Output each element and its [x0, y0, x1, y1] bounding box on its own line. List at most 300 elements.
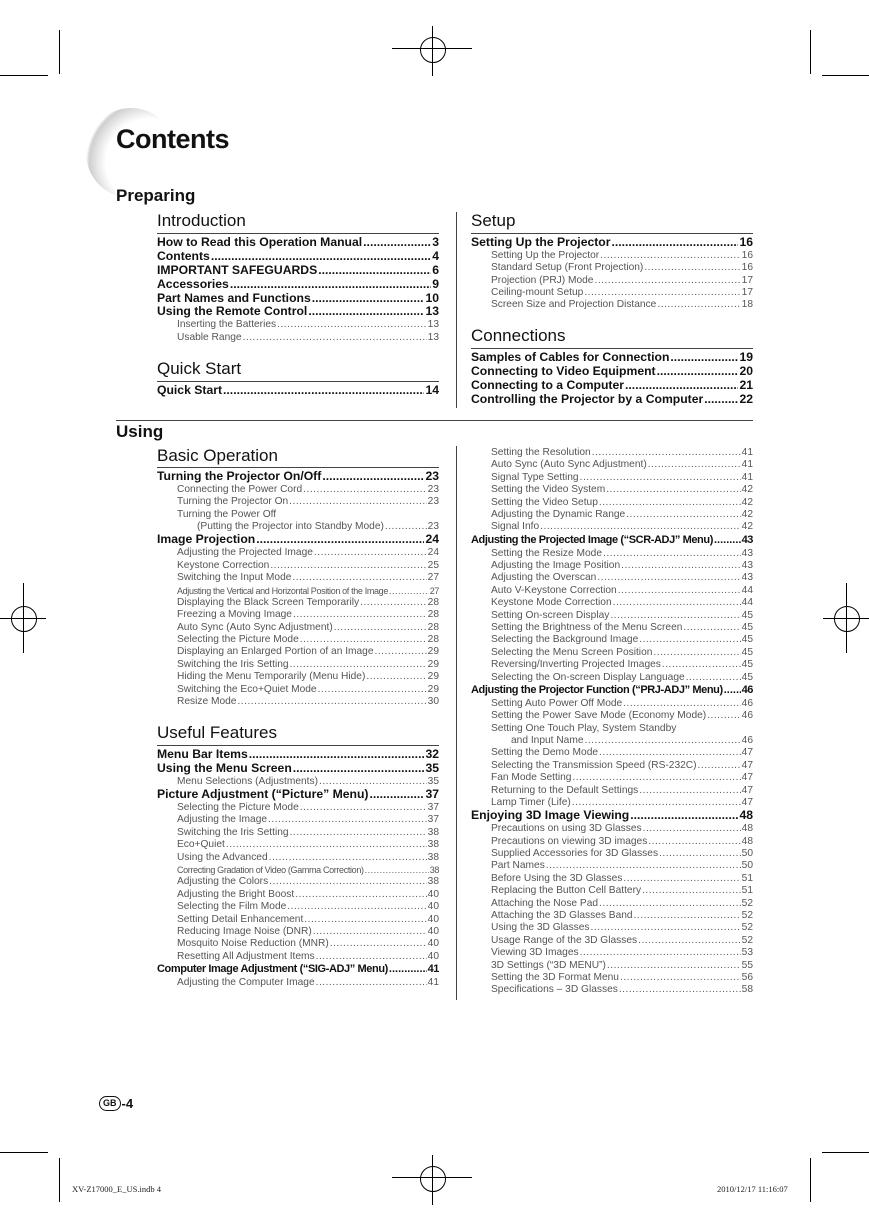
toc-entry[interactable]	[157, 250, 439, 264]
toc-entry[interactable]	[471, 760, 753, 772]
toc-entry-title: Eco+Quiet	[177, 839, 225, 851]
toc-entry-page: 3	[432, 236, 439, 249]
toc-entry[interactable]	[157, 484, 439, 496]
toc-entry-page: 27	[429, 585, 439, 596]
toc-dot-leader	[662, 659, 741, 671]
toc-entry-page: 35	[427, 775, 439, 787]
toc-entry[interactable]	[471, 672, 753, 684]
toc-entry-title: Connecting to a Computer	[471, 378, 625, 392]
toc-entry[interactable]	[471, 250, 753, 262]
toc-entry-page: 47	[741, 772, 753, 784]
toc-entry-page: 17	[741, 274, 753, 286]
toc-entry-title: Standard Setup (Front Projection)	[491, 262, 644, 274]
toc-entry-page: 50	[741, 848, 753, 859]
toc-entry-title: Usable Range	[177, 331, 242, 343]
toc-dot-leader	[584, 287, 740, 299]
toc-entry-title: Setting On-screen Display	[491, 609, 610, 621]
toc-entry-title: Turning the Projector On	[177, 496, 289, 508]
toc-entry[interactable]	[157, 332, 439, 344]
toc-entry[interactable]	[471, 484, 753, 496]
toc-entry[interactable]	[157, 684, 439, 696]
toc-entry[interactable]	[471, 836, 753, 848]
toc-entry-title: Adjusting the Computer Image	[177, 977, 315, 989]
toc-dot-leader	[714, 534, 741, 548]
toc-entry-title: Setting the Video Setup	[491, 496, 598, 508]
toc-entry-page: 47	[741, 784, 753, 796]
toc-entry-page: 37	[427, 802, 439, 814]
page-title: Contents	[116, 124, 229, 154]
toc-entry-page: 45	[741, 659, 753, 671]
toc-entry[interactable]	[471, 910, 753, 922]
toc-entry[interactable]	[157, 609, 439, 621]
toc-entry-page: 45	[741, 621, 753, 633]
toc-entry[interactable]	[471, 572, 753, 584]
toc-entry-page: 58	[741, 984, 753, 996]
region-badge: GB	[99, 1096, 121, 1111]
toc-useful-features	[157, 748, 439, 989]
toc-entry[interactable]	[157, 278, 439, 292]
toc-entry[interactable]	[471, 684, 753, 698]
toc-entry-title: Selecting the Film Mode	[177, 901, 287, 913]
toc-entry[interactable]	[157, 572, 439, 584]
toc-entry-page: 41	[741, 471, 753, 483]
toc-entry-page: 6	[432, 263, 439, 277]
toc-basic-operation	[157, 470, 439, 708]
toc-entry-page: 50	[741, 860, 753, 872]
toc-entry[interactable]	[157, 963, 439, 977]
toc-entry-title: Picture Adjustment (“Picture” Menu)	[157, 788, 369, 802]
toc-entry[interactable]	[157, 560, 439, 572]
toc-entry-page: 55	[741, 959, 753, 971]
toc-entry-page: 13	[425, 305, 439, 319]
toc-entry[interactable]	[157, 951, 439, 963]
toc-entry-page: 13	[427, 331, 439, 343]
toc-entry[interactable]	[157, 521, 439, 533]
toc-entry-page: 38	[427, 851, 439, 863]
toc-dot-leader	[319, 776, 427, 788]
toc-entry-title: Using the 3D Glasses	[491, 922, 590, 934]
toc-dot-leader	[686, 672, 741, 684]
toc-dot-leader	[290, 659, 427, 671]
toc-entry-title: Switching the Input Mode	[177, 572, 292, 584]
toc-entry-page: 30	[427, 696, 439, 708]
toc-entry-page: 32	[425, 748, 439, 761]
toc-entry-title: Setting the Power Save Mode (Economy Mode)	[491, 710, 707, 722]
toc-entry-page: 46	[741, 710, 753, 722]
toc-entry[interactable]	[471, 634, 753, 646]
toc-entry-page: 24	[427, 547, 439, 559]
toc-entry-title: Setting the 3D Format Menu	[491, 971, 619, 983]
toc-dot-leader	[599, 747, 741, 759]
toc-entry[interactable]	[157, 748, 439, 762]
toc-entry-page: 42	[741, 484, 753, 496]
toc-entry-page: 45	[741, 634, 753, 646]
toc-dot-leader	[610, 610, 740, 622]
toc-entry[interactable]	[471, 299, 753, 311]
toc-entry-title: Auto V-Keystone Correction	[491, 584, 617, 596]
toc-dot-leader	[600, 250, 740, 262]
toc-entry[interactable]	[471, 785, 753, 797]
chapter-setup: Setup	[471, 211, 516, 230]
toc-entry[interactable]	[471, 610, 753, 622]
toc-entry[interactable]	[157, 319, 439, 331]
toc-entry-title: Samples of Cables for Connection	[471, 351, 670, 364]
toc-entry-page: 38	[427, 826, 439, 838]
toc-entry[interactable]	[471, 797, 753, 809]
toc-dot-leader	[623, 873, 740, 885]
toc-entry-page: 35	[425, 761, 439, 775]
toc-entry-page: 16	[741, 249, 753, 261]
toc-entry[interactable]	[157, 533, 439, 547]
toc-entry[interactable]	[157, 802, 439, 814]
toc-entry[interactable]	[471, 647, 753, 659]
toc-introduction	[157, 236, 439, 344]
toc-entry[interactable]	[157, 876, 439, 888]
toc-entry-title: Connecting the Power Cord	[177, 483, 303, 495]
toc-entry-page: 41	[427, 963, 439, 976]
part-heading-preparing: Preparing	[116, 186, 196, 205]
toc-dot-leader	[639, 634, 740, 646]
toc-dot-leader	[237, 696, 426, 708]
toc-dot-leader	[630, 809, 738, 823]
toc-entry[interactable]	[157, 622, 439, 634]
toc-dot-leader	[269, 852, 427, 864]
toc-entry-page: 27	[427, 572, 439, 584]
toc-entry-title: Part Names	[491, 860, 545, 872]
toc-dot-leader	[256, 533, 424, 547]
toc-entry[interactable]	[471, 287, 753, 299]
toc-entry-page: 46	[741, 697, 753, 709]
toc-entry-title: Quick Start	[157, 384, 223, 397]
toc-entry[interactable]	[157, 839, 439, 851]
toc-entry[interactable]	[157, 814, 439, 826]
toc-entry-title: Selecting the Picture Mode	[177, 802, 299, 814]
toc-entry[interactable]	[471, 809, 753, 823]
toc-entry-title: Selecting the Menu Screen Position	[491, 646, 653, 658]
toc-entry[interactable]	[471, 885, 753, 897]
toc-entry[interactable]	[471, 823, 753, 835]
toc-dot-leader	[592, 447, 741, 459]
toc-dot-leader	[318, 264, 431, 278]
toc-entry-title: Setting the Resize Mode	[491, 547, 602, 559]
toc-entry-title: Adjusting the Projector Function (“PRJ-ADJ” Menu)	[471, 683, 723, 696]
toc-dot-leader	[304, 914, 426, 926]
toc-entry-page: 52	[741, 909, 753, 921]
toc-entry[interactable]	[471, 873, 753, 885]
toc-entry-title: Hiding the Menu Temporarily (Menu Hide)	[177, 671, 366, 683]
footer-file: XV-Z17000_E_US.indb 4	[72, 1184, 161, 1194]
toc-entry[interactable]	[471, 698, 753, 710]
toc-entry-page: 24	[425, 533, 439, 547]
toc-dot-leader	[613, 597, 741, 609]
toc-entry[interactable]	[471, 622, 753, 634]
toc-entry-page: 28	[427, 634, 439, 646]
toc-entry-page: 28	[427, 621, 439, 633]
chapter-quick-start: Quick Start	[157, 359, 242, 378]
toc-dot-leader	[599, 898, 741, 910]
toc-entry[interactable]	[157, 864, 439, 876]
toc-dot-leader	[657, 365, 739, 379]
toc-dot-leader	[597, 572, 740, 584]
toc-dot-leader	[606, 484, 740, 496]
toc-dot-leader	[211, 250, 431, 264]
toc-entry-title: Switching the Iris Setting	[177, 658, 289, 670]
toc-entry[interactable]	[471, 560, 753, 572]
toc-entry[interactable]	[157, 236, 439, 250]
toc-entry-title: Accessories	[157, 277, 229, 291]
toc-dot-leader	[330, 938, 427, 950]
toc-entry[interactable]	[471, 548, 753, 560]
toc-entry[interactable]	[157, 827, 439, 839]
toc-setup	[471, 236, 753, 312]
toc-entry[interactable]	[471, 447, 753, 459]
toc-dot-leader	[363, 236, 431, 250]
toc-entry[interactable]	[471, 262, 753, 274]
toc-entry[interactable]	[471, 534, 753, 548]
toc-dot-leader	[599, 497, 741, 509]
toc-entry-title: IMPORTANT SAFEGUARDS	[157, 263, 318, 277]
page-number-value: -4	[121, 1096, 134, 1111]
toc-dot-leader	[289, 496, 426, 508]
toc-entry-page: 43	[741, 572, 753, 584]
toc-entry[interactable]	[471, 351, 753, 365]
toc-entry[interactable]	[157, 547, 439, 559]
toc-entry-title: and Input Name	[511, 734, 584, 746]
toc-entry-title: Contents	[157, 249, 210, 263]
toc-entry-page: 42	[741, 496, 753, 508]
toc-dot-leader	[389, 585, 429, 597]
toc-entry[interactable]	[471, 947, 753, 959]
toc-dot-leader	[634, 910, 741, 922]
toc-entry-page: 23	[427, 521, 439, 533]
toc-entry-title: Signal Info	[491, 521, 540, 533]
toc-dot-leader	[724, 684, 741, 698]
toc-entry-title: Signal Type Setting	[491, 471, 579, 483]
toc-dot-leader	[580, 947, 741, 959]
toc-entry[interactable]	[157, 585, 439, 597]
toc-entry-title: Controlling the Projector by a Computer	[471, 392, 704, 406]
toc-entry-title: Supplied Accessories for 3D Glasses	[491, 848, 659, 859]
chapter-basic-operation: Basic Operation	[157, 446, 278, 465]
toc-entry[interactable]	[157, 696, 439, 708]
toc-entry-page: 40	[427, 913, 439, 925]
toc-entry[interactable]	[471, 393, 753, 407]
toc-dot-leader	[670, 351, 738, 365]
toc-entry-page: 42	[741, 508, 753, 520]
toc-dot-leader	[607, 960, 741, 972]
toc-entry[interactable]	[157, 977, 439, 989]
toc-dot-leader	[292, 572, 426, 584]
toc-entry[interactable]	[157, 901, 439, 913]
toc-entry[interactable]	[471, 960, 753, 972]
toc-dot-leader	[623, 698, 740, 710]
toc-entry-page: 52	[741, 897, 753, 909]
toc-entry-title: Turning the Projector On/Off	[157, 470, 322, 483]
toc-entry[interactable]	[471, 459, 753, 471]
toc-dot-leader	[360, 597, 427, 609]
toc-dot-leader	[226, 839, 427, 851]
toc-dot-leader	[638, 935, 741, 947]
toc-entry[interactable]	[471, 379, 753, 393]
toc-entry[interactable]	[471, 497, 753, 509]
toc-dot-leader	[303, 484, 427, 496]
toc-entry-title: Setting One Touch Play, System Standby	[491, 722, 677, 734]
toc-dot-leader	[621, 560, 741, 572]
toc-entry-title: Adjusting the Bright Boost	[177, 888, 295, 900]
toc-entry[interactable]	[157, 496, 439, 508]
toc-dot-leader	[683, 622, 740, 634]
toc-entry[interactable]	[471, 521, 753, 533]
toc-entry[interactable]	[471, 585, 753, 597]
toc-entry[interactable]	[157, 889, 439, 901]
toc-entry-page: 4	[432, 249, 439, 263]
toc-entry[interactable]	[157, 264, 439, 278]
toc-entry[interactable]	[471, 659, 753, 671]
toc-entry[interactable]	[471, 922, 753, 934]
toc-entry[interactable]	[471, 472, 753, 484]
toc-entry-page: 28	[427, 609, 439, 621]
toc-entry-title: Reducing Image Noise (DNR)	[177, 925, 312, 937]
toc-entry-page: 29	[427, 646, 439, 658]
toc-dot-leader	[313, 926, 427, 938]
toc-entry-title: Part Names and Functions	[157, 291, 311, 305]
toc-entry-page: 48	[741, 835, 753, 847]
toc-dot-leader	[540, 521, 741, 533]
toc-dot-leader	[293, 762, 425, 776]
toc-entry[interactable]	[471, 984, 753, 996]
toc-entry-page: 47	[741, 759, 753, 771]
toc-entry[interactable]	[157, 597, 439, 609]
toc-entry-page: 42	[741, 521, 753, 533]
toc-entry[interactable]	[157, 646, 439, 658]
toc-dot-leader	[585, 735, 741, 747]
toc-entry[interactable]	[157, 470, 439, 484]
toc-entry-page: 18	[741, 299, 753, 311]
toc-entry-title: Switching the Iris Setting	[177, 826, 289, 838]
toc-dot-leader	[269, 876, 426, 888]
toc-entry-title: Inserting the Batteries	[177, 319, 277, 331]
toc-entry[interactable]	[157, 634, 439, 646]
toc-entry[interactable]	[157, 776, 439, 788]
toc-entry[interactable]	[471, 597, 753, 609]
toc-entry-title: Setting Auto Power Off Mode	[491, 697, 623, 709]
toc-entry-page: 47	[741, 796, 753, 808]
toc-entry-title: Adjusting the Overscan	[491, 572, 597, 584]
toc-entry[interactable]	[471, 848, 753, 860]
toc-entry[interactable]	[471, 509, 753, 521]
toc-entry-title: Precautions on using 3D Glasses	[491, 823, 642, 835]
toc-entry[interactable]	[157, 292, 439, 306]
part-heading-using: Using	[116, 422, 164, 441]
toc-dot-leader	[277, 319, 427, 331]
toc-entry[interactable]	[471, 275, 753, 287]
toc-entry-page: 45	[741, 671, 753, 683]
toc-entry-title: Selecting the Transmission Speed (RS-232C)	[491, 759, 697, 771]
toc-entry-title: 3D Settings (“3D MENU”)	[491, 959, 606, 971]
toc-entry-page: 43	[741, 533, 753, 546]
toc-entry[interactable]	[471, 365, 753, 379]
toc-entry[interactable]	[157, 384, 439, 398]
toc-entry-title: Setting Up the Projector	[491, 249, 600, 261]
toc-quick-start	[157, 384, 439, 398]
toc-dot-leader	[318, 684, 427, 696]
toc-entry[interactable]	[157, 305, 439, 319]
toc-entry-title: Turning the Power Off	[177, 508, 277, 520]
toc-dot-leader	[334, 622, 427, 634]
toc-entry[interactable]	[471, 898, 753, 910]
toc-entry-page: 44	[741, 584, 753, 596]
toc-entry-page: 29	[427, 683, 439, 695]
toc-entry[interactable]	[157, 926, 439, 938]
toc-entry-page: 29	[427, 658, 439, 670]
toc-entry[interactable]	[471, 723, 753, 735]
page-number	[99, 1096, 133, 1111]
toc-entry-title: Adjusting the Image Position	[491, 560, 621, 572]
toc-entry-page: 16	[741, 262, 753, 274]
chapter-introduction: Introduction	[157, 211, 246, 230]
toc-dot-leader	[370, 788, 425, 802]
toc-dot-leader	[591, 922, 741, 934]
toc-entry-title: Selecting the On-screen Display Language	[491, 671, 685, 683]
toc-entry-title: Selecting the Background Image	[491, 634, 639, 646]
toc-entry-page: 47	[741, 747, 753, 759]
toc-entry[interactable]	[157, 659, 439, 671]
toc-entry-title: Specifications – 3D Glasses	[491, 984, 618, 996]
toc-entry-title: Resize Mode	[177, 696, 237, 708]
toc-entry-title: Computer Image Adjustment (“SIG-ADJ” Menu)	[157, 963, 388, 976]
toc-dot-leader	[657, 299, 740, 311]
toc-entry[interactable]	[157, 788, 439, 802]
toc-entry-page: 48	[741, 823, 753, 835]
toc-entry[interactable]	[157, 938, 439, 950]
toc-entry[interactable]	[157, 762, 439, 776]
toc-entry-page: 9	[432, 277, 439, 291]
toc-entry-page: 17	[741, 287, 753, 299]
toc-entry-title: Screen Size and Projection Distance	[491, 299, 657, 311]
toc-dot-leader	[546, 860, 741, 872]
toc-continued	[471, 447, 753, 997]
toc-dot-leader	[270, 560, 426, 572]
toc-entry[interactable]	[471, 860, 753, 872]
toc-dot-leader	[594, 275, 740, 287]
toc-dot-leader	[648, 459, 741, 471]
toc-entry-title: Fan Mode Setting	[491, 772, 572, 784]
toc-entry-title: Selecting the Picture Mode	[177, 634, 299, 646]
toc-entry[interactable]	[471, 710, 753, 722]
toc-entry[interactable]	[157, 852, 439, 864]
toc-entry-page: 29	[427, 671, 439, 683]
toc-dot-leader	[375, 646, 427, 658]
toc-entry[interactable]	[471, 972, 753, 984]
toc-entry[interactable]	[471, 236, 753, 250]
toc-dot-leader	[385, 521, 427, 533]
toc-entry[interactable]	[157, 671, 439, 683]
toc-dot-leader	[300, 634, 427, 646]
toc-dot-leader	[290, 827, 427, 839]
toc-entry[interactable]	[471, 747, 753, 759]
toc-entry-title: Attaching the Nose Pad	[491, 897, 599, 909]
toc-entry[interactable]	[471, 935, 753, 947]
toc-entry[interactable]	[471, 735, 753, 747]
toc-entry[interactable]	[471, 772, 753, 784]
toc-entry[interactable]	[157, 509, 439, 521]
toc-entry-title: Auto Sync (Auto Sync Adjustment)	[491, 459, 647, 471]
toc-entry-page: 52	[741, 934, 753, 946]
toc-entry-page: 19	[739, 351, 753, 364]
toc-entry-title: Freezing a Moving Image	[177, 609, 292, 621]
toc-entry-title: Correcting Gradation of Video (Gamma Correction)	[177, 865, 364, 876]
toc-entry[interactable]	[157, 914, 439, 926]
